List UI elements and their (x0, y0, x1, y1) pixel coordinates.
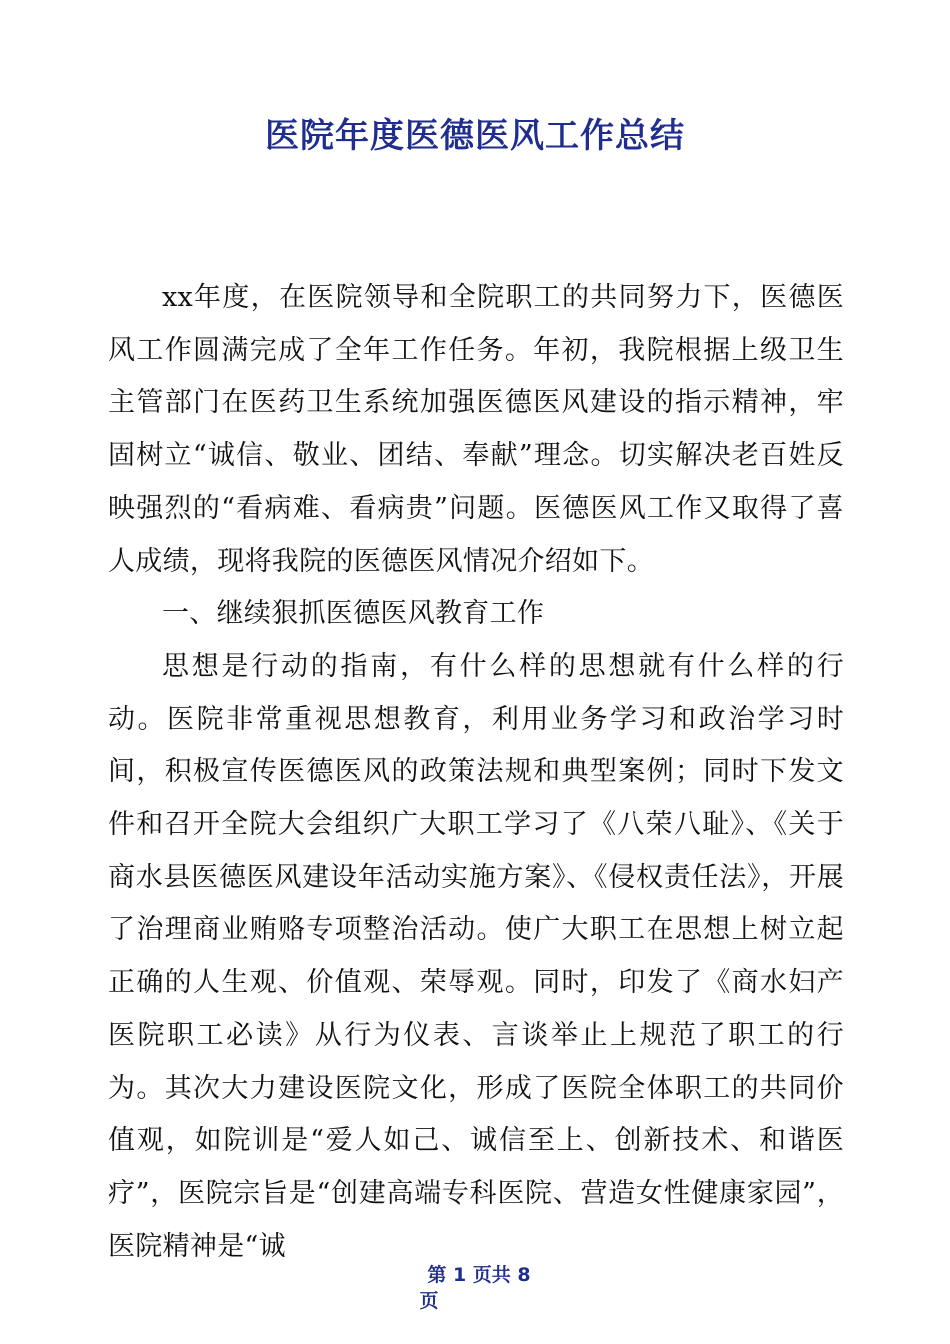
paragraph-section-1: 思想是行动的指南，有什么样的思想就有什么样的行动。医院非常重视思想教育，利用业务学习和政治学习时间，积极宣传医德医风的政策法规和典型案例；同时下发文件和召开全院大会组织广大职工学习了《八荣八耻》、《关于商水县医德医风建设年活动实施方案》、《侵权责任法》，开展了治理商业贿赂专项整治活动。使广大职工在思想上树立起正确的人生观、价值观、荣辱观。同时，印发了《商水妇产医院职工必读》从行为仪表、言谈举止上规范了职工的行为。其次大力建设医院文化，形成了医院全体职工的共同价值观，如院训是“爱人如己、诚信至上、创新技术、和谐医疗”，医院宗旨是“创建高端专科医院、营造女性健康家园”，医院精神是“诚 (108, 650, 844, 1262)
page-number-line-1: 第 1 页共 8 (427, 1264, 531, 1286)
document-title: 医院年度医德医风工作总结 (265, 116, 685, 156)
page-number-footer (0, 1262, 950, 1314)
paragraph-intro: xx年度，在医院领导和全院职工的共同努力下，医德医风工作圆满完成了全年工作任务。年初，我院根据上级卫生主管部门在医药卫生系统加强医德医风建设的指示精神，牢固树立“诚信、敬业、团结、奉献”理念。切实解决老百姓反映强烈的“看病难、看病贵”问题。医德医风工作又取得了喜人成绩，现将我院的医德医风情况介绍如下。 (108, 282, 844, 577)
page-number-line-2: 页 (419, 1290, 439, 1312)
section-heading-1: 一、继续狠抓医德医风教育工作 (162, 598, 545, 630)
document-body (108, 272, 844, 1273)
